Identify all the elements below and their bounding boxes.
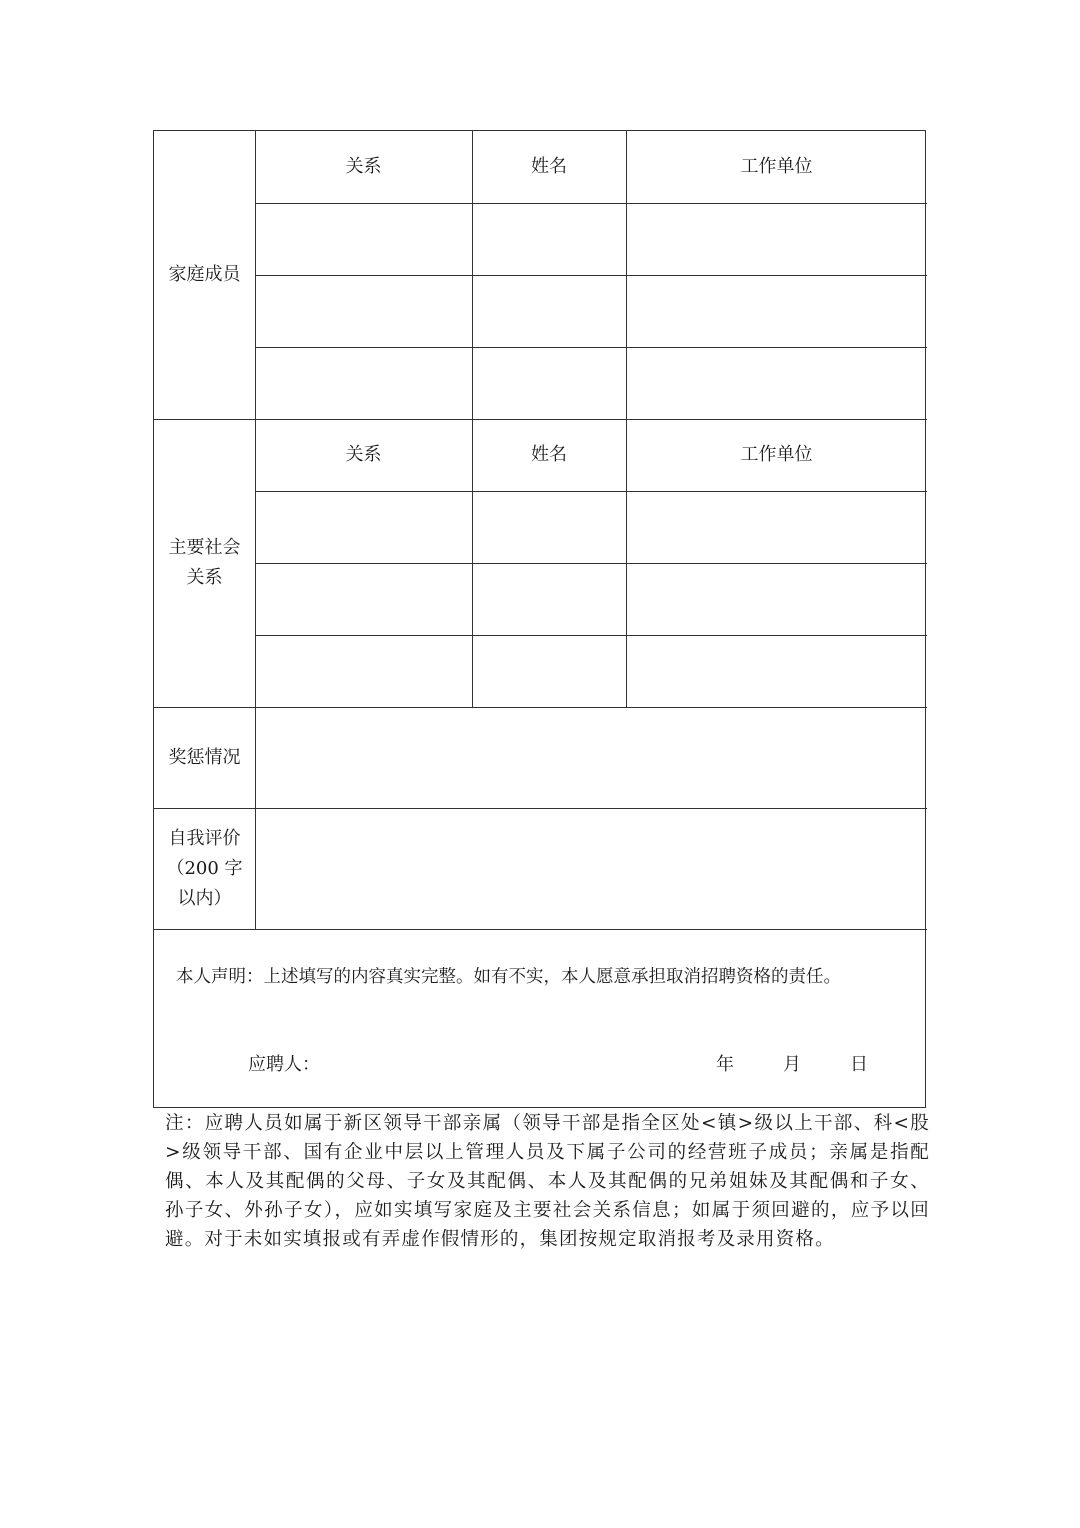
social-header-workplace: 工作单位 — [740, 444, 813, 465]
family-relation-input[interactable] — [256, 204, 472, 275]
signature-day-label: 日 — [850, 1054, 868, 1075]
social-relation-input[interactable] — [256, 636, 472, 707]
social-name-input[interactable] — [473, 492, 626, 563]
social-workplace-input[interactable] — [627, 492, 927, 563]
social-relation-input[interactable] — [256, 564, 472, 635]
family-name-input[interactable] — [473, 276, 626, 347]
declaration-statement: 本人声明：上述填写的内容真实完整。如有不实，本人愿意承担取消招聘资格的责任。 — [176, 967, 841, 987]
rewards-punishments-label: 奖惩情况 — [168, 746, 241, 768]
social-header-relation: 关系 — [345, 444, 382, 465]
family-relation-input[interactable] — [256, 348, 472, 419]
family-name-input[interactable] — [473, 348, 626, 419]
social-name-input[interactable] — [473, 564, 626, 635]
signature-month-label: 月 — [783, 1054, 801, 1075]
form-note: 注：应聘人员如属于新区领导干部亲属（领导干部是指全区处<镇>级以上干部、科<股>级领导干部、国有企业中层以上管理人员及下属子公司的经营班子成员；亲属是指配偶、本人及其配偶的父母、子女及其配偶、本人及其配偶的兄弟姐妹及其配偶和子女、孙子女、外孙子女），应如实填写家庭及主要社会关系信息；如属于须回避的，应予以回避。对于未如实填报或有弄虚作假情形的，集团按规定取消报考及录用资格。 — [165, 1113, 930, 1250]
social-label-line: 关系 — [186, 567, 223, 588]
self-evaluation-input[interactable] — [256, 809, 927, 929]
application-form-table — [153, 130, 926, 1108]
social-header-name: 姓名 — [531, 444, 567, 465]
rewards-punishments-input[interactable] — [256, 708, 927, 808]
social-workplace-input[interactable] — [627, 636, 927, 707]
family-header-relation: 关系 — [345, 156, 382, 177]
family-header-workplace: 工作单位 — [740, 156, 813, 177]
applicant-signature-label: 应聘人： — [248, 1054, 320, 1075]
social-name-input[interactable] — [473, 636, 626, 707]
section-divider — [154, 929, 927, 930]
signature-year-label: 年 — [716, 1054, 734, 1075]
family-header-name: 姓名 — [531, 156, 567, 177]
family-relation-input[interactable] — [256, 276, 472, 347]
self-eval-label-line: 以内） — [177, 887, 232, 909]
family-name-input[interactable] — [473, 204, 626, 275]
family-workplace-input[interactable] — [627, 276, 927, 347]
self-evaluation-label — [154, 808, 255, 929]
family-workplace-input[interactable] — [627, 204, 927, 275]
social-relation-input[interactable] — [256, 492, 472, 563]
social-relations-label — [154, 419, 255, 707]
social-workplace-input[interactable] — [627, 564, 927, 635]
family-workplace-input[interactable] — [627, 348, 927, 419]
self-eval-label-line: 自我评价 — [168, 827, 241, 849]
family-members-label: 家庭成员 — [168, 264, 241, 285]
self-eval-label-line: （200 字 — [166, 857, 243, 879]
social-label-line: 主要社会 — [168, 537, 241, 558]
